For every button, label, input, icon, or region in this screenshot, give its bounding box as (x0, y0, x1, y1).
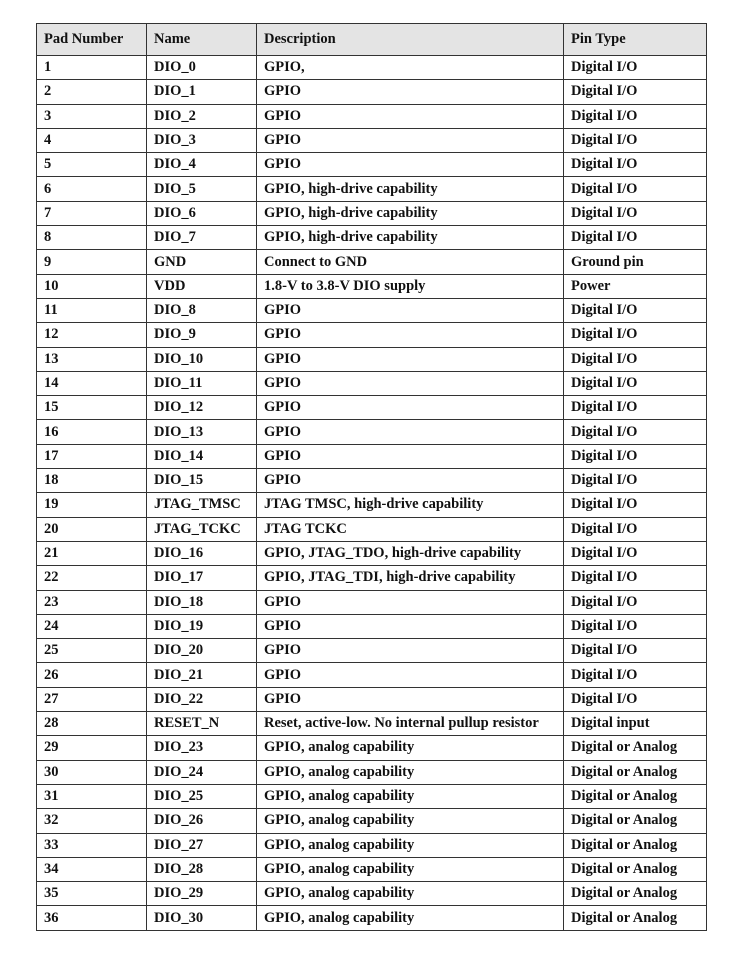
pad-number-cell: 12 (37, 323, 147, 347)
name-cell: DIO_19 (147, 614, 257, 638)
pin-type-cell: Digital I/O (564, 614, 707, 638)
pin-type-cell: Digital I/O (564, 298, 707, 322)
table-row (37, 201, 707, 225)
description-cell: GPIO, analog capability (257, 760, 564, 784)
pin-type-cell: Digital I/O (564, 396, 707, 420)
pad-number-cell: 4 (37, 128, 147, 152)
table-row (37, 153, 707, 177)
pad-number-cell: 23 (37, 590, 147, 614)
description-cell: GPIO (257, 444, 564, 468)
pad-number-cell: 32 (37, 809, 147, 833)
name-cell: DIO_13 (147, 420, 257, 444)
pad-number-cell: 35 (37, 882, 147, 906)
table-row (37, 323, 707, 347)
pad-number-cell: 17 (37, 444, 147, 468)
pin-type-cell: Power (564, 274, 707, 298)
description-cell: GPIO (257, 80, 564, 104)
pin-type-cell: Digital I/O (564, 420, 707, 444)
name-cell: DIO_5 (147, 177, 257, 201)
name-cell: DIO_9 (147, 323, 257, 347)
table-row (37, 444, 707, 468)
name-cell: DIO_8 (147, 298, 257, 322)
pad-number-cell: 21 (37, 541, 147, 565)
description-cell: GPIO (257, 420, 564, 444)
name-cell: DIO_6 (147, 201, 257, 225)
header-row (37, 24, 707, 56)
table-row (37, 420, 707, 444)
name-cell: DIO_20 (147, 639, 257, 663)
pin-type-cell: Digital I/O (564, 687, 707, 711)
description-cell: JTAG TCKC (257, 517, 564, 541)
description-cell: GPIO, analog capability (257, 784, 564, 808)
pin-type-cell: Digital I/O (564, 444, 707, 468)
table-row (37, 809, 707, 833)
pin-type-cell: Digital I/O (564, 323, 707, 347)
pad-number-cell: 16 (37, 420, 147, 444)
table-row (37, 833, 707, 857)
table-row (37, 298, 707, 322)
name-cell: VDD (147, 274, 257, 298)
pad-number-cell: 6 (37, 177, 147, 201)
name-cell: DIO_16 (147, 541, 257, 565)
pad-number-cell: 5 (37, 153, 147, 177)
pad-number-cell: 1 (37, 56, 147, 80)
pad-number-cell: 10 (37, 274, 147, 298)
table-row (37, 712, 707, 736)
pin-type-cell: Digital or Analog (564, 736, 707, 760)
name-cell: DIO_11 (147, 371, 257, 395)
name-cell: DIO_28 (147, 857, 257, 881)
description-cell: GPIO (257, 298, 564, 322)
pad-number-cell: 29 (37, 736, 147, 760)
description-cell: GPIO (257, 104, 564, 128)
table-row (37, 687, 707, 711)
name-cell: DIO_10 (147, 347, 257, 371)
description-cell: Connect to GND (257, 250, 564, 274)
table-row (37, 736, 707, 760)
table-row (37, 250, 707, 274)
name-cell: JTAG_TCKC (147, 517, 257, 541)
name-cell: DIO_4 (147, 153, 257, 177)
name-cell: DIO_7 (147, 226, 257, 250)
table-row (37, 396, 707, 420)
description-cell: GPIO, analog capability (257, 833, 564, 857)
table-row (37, 639, 707, 663)
name-cell: RESET_N (147, 712, 257, 736)
pin-type-cell: Digital or Analog (564, 857, 707, 881)
table-row (37, 541, 707, 565)
name-cell: GND (147, 250, 257, 274)
name-cell: DIO_3 (147, 128, 257, 152)
table-row (37, 493, 707, 517)
description-cell: GPIO, analog capability (257, 906, 564, 930)
name-cell: DIO_12 (147, 396, 257, 420)
pad-number-cell: 28 (37, 712, 147, 736)
pin-type-cell: Digital I/O (564, 177, 707, 201)
name-cell: DIO_23 (147, 736, 257, 760)
pad-number-cell: 18 (37, 469, 147, 493)
description-cell: GPIO (257, 153, 564, 177)
header-pad-number: Pad Number (37, 24, 147, 56)
description-cell: GPIO (257, 347, 564, 371)
pad-number-cell: 2 (37, 80, 147, 104)
name-cell: DIO_29 (147, 882, 257, 906)
pin-type-cell: Digital I/O (564, 128, 707, 152)
name-cell: DIO_14 (147, 444, 257, 468)
pad-number-cell: 19 (37, 493, 147, 517)
description-cell: GPIO (257, 371, 564, 395)
name-cell: DIO_15 (147, 469, 257, 493)
pin-type-cell: Digital I/O (564, 639, 707, 663)
pad-number-cell: 7 (37, 201, 147, 225)
pad-number-cell: 26 (37, 663, 147, 687)
table-row (37, 663, 707, 687)
header-pin-type: Pin Type (564, 24, 707, 56)
pin-type-cell: Digital input (564, 712, 707, 736)
table-row (37, 517, 707, 541)
table-row (37, 857, 707, 881)
pad-number-cell: 24 (37, 614, 147, 638)
description-cell: GPIO, high-drive capability (257, 201, 564, 225)
pad-number-cell: 15 (37, 396, 147, 420)
pin-type-cell: Digital or Analog (564, 809, 707, 833)
description-cell: GPIO, JTAG_TDO, high-drive capability (257, 541, 564, 565)
name-cell: DIO_0 (147, 56, 257, 80)
description-cell: GPIO (257, 396, 564, 420)
pad-number-cell: 13 (37, 347, 147, 371)
description-cell: GPIO (257, 687, 564, 711)
table-row (37, 226, 707, 250)
name-cell: JTAG_TMSC (147, 493, 257, 517)
pad-number-cell: 36 (37, 906, 147, 930)
pad-number-cell: 22 (37, 566, 147, 590)
name-cell: DIO_22 (147, 687, 257, 711)
name-cell: DIO_2 (147, 104, 257, 128)
table-row (37, 274, 707, 298)
pin-type-cell: Digital I/O (564, 347, 707, 371)
pad-number-cell: 11 (37, 298, 147, 322)
pin-type-cell: Digital I/O (564, 226, 707, 250)
description-cell: GPIO (257, 128, 564, 152)
name-cell: DIO_18 (147, 590, 257, 614)
description-cell: GPIO, JTAG_TDI, high-drive capability (257, 566, 564, 590)
description-cell: GPIO, high-drive capability (257, 226, 564, 250)
pad-number-cell: 30 (37, 760, 147, 784)
name-cell: DIO_17 (147, 566, 257, 590)
name-cell: DIO_24 (147, 760, 257, 784)
table-row (37, 614, 707, 638)
description-cell: GPIO, analog capability (257, 736, 564, 760)
pad-number-cell: 34 (37, 857, 147, 881)
pad-number-cell: 14 (37, 371, 147, 395)
pin-type-cell: Digital I/O (564, 56, 707, 80)
table-row (37, 882, 707, 906)
pin-type-cell: Digital I/O (564, 80, 707, 104)
description-cell: Reset, active-low. No internal pullup resistor (257, 712, 564, 736)
pad-number-cell: 25 (37, 639, 147, 663)
pin-type-cell: Digital I/O (564, 493, 707, 517)
table-row (37, 177, 707, 201)
pad-number-cell: 33 (37, 833, 147, 857)
pin-type-cell: Digital or Analog (564, 882, 707, 906)
pad-number-cell: 3 (37, 104, 147, 128)
description-cell: GPIO (257, 590, 564, 614)
description-cell: GPIO (257, 639, 564, 663)
name-cell: DIO_27 (147, 833, 257, 857)
pin-type-cell: Digital I/O (564, 590, 707, 614)
description-cell: GPIO (257, 614, 564, 638)
table-row (37, 784, 707, 808)
table-row (37, 566, 707, 590)
table-row (37, 469, 707, 493)
pin-type-cell: Digital I/O (564, 517, 707, 541)
description-cell: GPIO (257, 663, 564, 687)
pin-type-cell: Digital I/O (564, 104, 707, 128)
name-cell: DIO_21 (147, 663, 257, 687)
table-row (37, 104, 707, 128)
table-row (37, 80, 707, 104)
table-row (37, 347, 707, 371)
pin-type-cell: Digital I/O (564, 201, 707, 225)
pin-type-cell: Ground pin (564, 250, 707, 274)
description-cell: 1.8-V to 3.8-V DIO supply (257, 274, 564, 298)
pad-number-cell: 8 (37, 226, 147, 250)
pin-type-cell: Digital I/O (564, 371, 707, 395)
pin-type-cell: Digital I/O (564, 541, 707, 565)
table-row (37, 128, 707, 152)
header-description: Description (257, 24, 564, 56)
pad-number-cell: 31 (37, 784, 147, 808)
description-cell: GPIO (257, 323, 564, 347)
pin-type-cell: Digital I/O (564, 566, 707, 590)
description-cell: JTAG TMSC, high-drive capability (257, 493, 564, 517)
pin-type-cell: Digital or Analog (564, 760, 707, 784)
name-cell: DIO_1 (147, 80, 257, 104)
pin-table (36, 23, 707, 931)
description-cell: GPIO, high-drive capability (257, 177, 564, 201)
table-row (37, 906, 707, 930)
pin-type-cell: Digital or Analog (564, 906, 707, 930)
description-cell: GPIO, analog capability (257, 882, 564, 906)
table-row (37, 56, 707, 80)
table-row (37, 371, 707, 395)
pin-type-cell: Digital or Analog (564, 833, 707, 857)
name-cell: DIO_26 (147, 809, 257, 833)
pin-type-cell: Digital I/O (564, 153, 707, 177)
pin-table-body (37, 56, 707, 931)
pin-type-cell: Digital I/O (564, 469, 707, 493)
pad-number-cell: 20 (37, 517, 147, 541)
pad-number-cell: 9 (37, 250, 147, 274)
name-cell: DIO_30 (147, 906, 257, 930)
description-cell: GPIO, (257, 56, 564, 80)
description-cell: GPIO, analog capability (257, 857, 564, 881)
pin-type-cell: Digital I/O (564, 663, 707, 687)
description-cell: GPIO (257, 469, 564, 493)
pad-number-cell: 27 (37, 687, 147, 711)
name-cell: DIO_25 (147, 784, 257, 808)
pin-type-cell: Digital or Analog (564, 784, 707, 808)
header-name: Name (147, 24, 257, 56)
description-cell: GPIO, analog capability (257, 809, 564, 833)
table-row (37, 760, 707, 784)
table-row (37, 590, 707, 614)
